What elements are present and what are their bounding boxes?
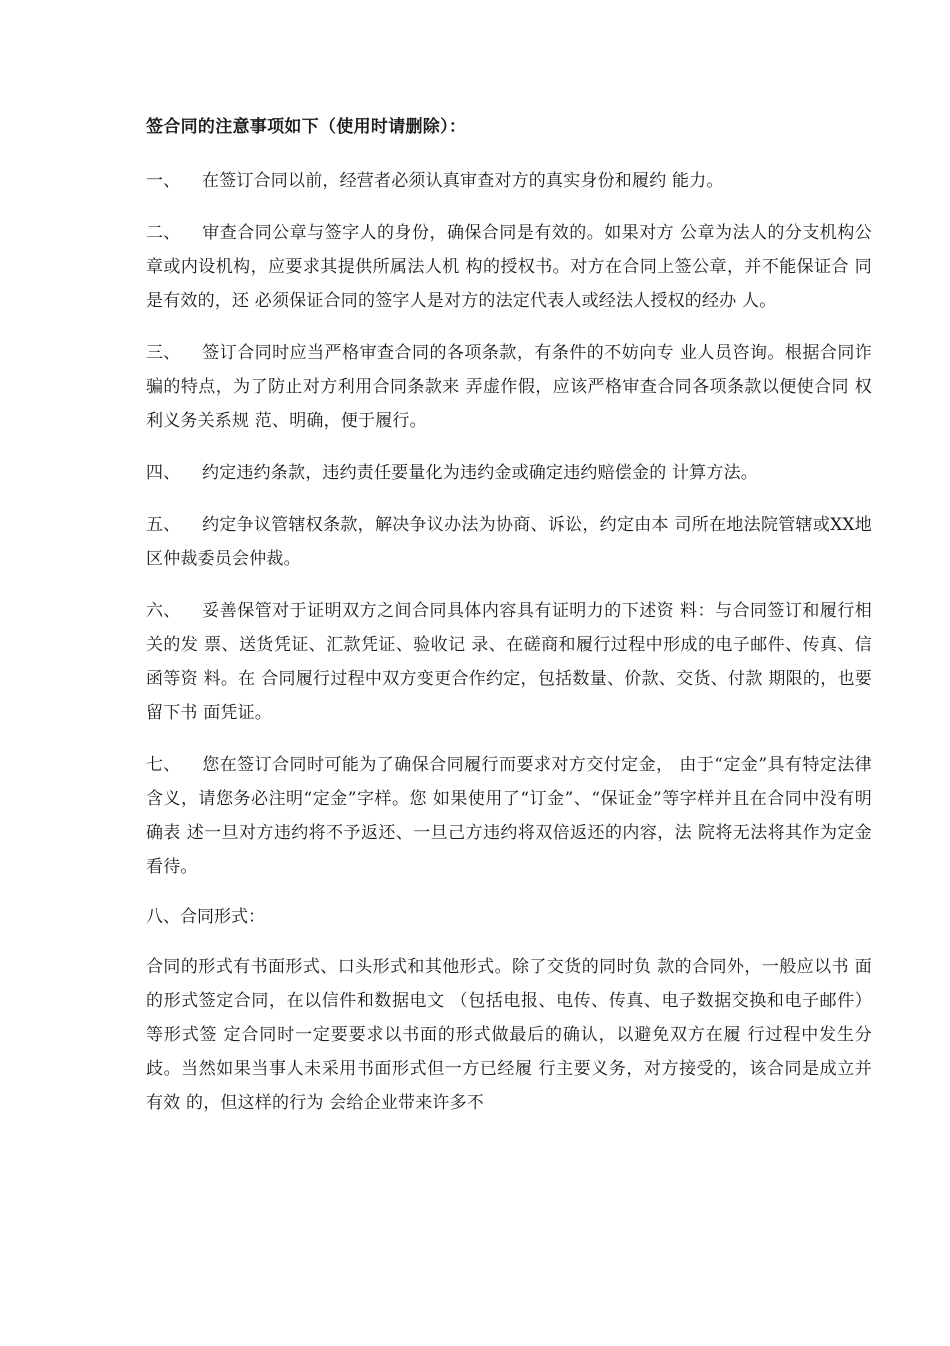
item-number: 七、: [146, 755, 181, 775]
item-7: [146, 748, 872, 884]
document-heading: 签合同的注意事项如下（使用时请删除）：: [146, 117, 467, 137]
item-4: [146, 456, 872, 490]
item-2: [146, 216, 872, 318]
item-text: 约定违约条款，违约责任要量化为违约金或确定违约赔偿金的 计算方法。: [202, 463, 759, 483]
item-number: 二、: [146, 223, 181, 243]
item-number: 四、: [146, 463, 181, 483]
document-page: [146, 112, 872, 1138]
item-1: [146, 164, 872, 198]
item-text: 在签订合同以前，经营者必须认真审查对方的真实身份和履约 能力。: [202, 171, 724, 191]
item-text: 签订合同时应当严格审查合同的各项条款，有条件的不妨向专 业人员咨询。根据合同诈 骗的特点，为了防止对方利用合同条款来 弄虚作假，应该严格审查合同各项条款以便使合同 权利义务关系规 范、明确，便于履行。: [146, 343, 872, 431]
item-number: 三、: [146, 343, 181, 363]
item-number: 六、: [146, 601, 181, 621]
item-text: 您在签订合同时可能为了确保合同履行而要求对方交付定金， 由于“定金”具有特定法律含义，请您务必注明“定金”字样。您 如果使用了“订金”、“保证金”等字样并且在合同中没有明 确表 述一旦对方违约将不予返还、一旦己方违约将双倍返还的内容，法 院将无法将其作为定金看待。: [146, 755, 872, 877]
item-number: 五、: [146, 515, 181, 535]
item-text: 妥善保管对于证明双方之间合同具体内容具有证明力的下述资 料：与合同签订和履行相关的发 票、送货凭证、汇款凭证、验收记 录、在磋商和履行过程中形成的电子邮件、传真、信函等资 料。在 合同履行过程中双方变更合作约定，包括数量、价款、交货、付款 期限的，也要留下书 面凭证。: [146, 601, 872, 723]
item-3: [146, 336, 872, 438]
section-8-title: 八、合同形式：: [146, 907, 265, 927]
item-number: 一、: [146, 171, 181, 191]
item-6: [146, 594, 872, 730]
item-text: 审查合同公章与签字人的身份，确保合同是有效的。如果对方 公章为法人的分支机构公 章或内设机构，应要求其提供所属法人机 构的授权书。对方在合同上签公章，并不能保证合 同是有效的，还 必须保证合同的签字人是对方的法定代表人或经法人授权的经办 人。: [146, 223, 872, 311]
item-text: 约定争议管辖权条款，解决争议办法为协商、诉讼，约定由本 司所在地法院管辖或XX地区仲裁委员会仲裁。: [146, 515, 872, 569]
item-5: [146, 508, 872, 576]
section-8-text: 合同的形式有书面形式、口头形式和其他形式。除了交货的同时负 款的合同外，一般应以书 面的形式签定合同，在以信件和数据电文 （包括电报、电传、传真、电子数据交换和电子邮件）等形式签 定合同时一定要要求以书面的形式做最后的确认，以避免双方在履 行过程中发生分歧。当然如果当事人未采用书面形式但一方已经履 行主要义务，对方接受的，该合同是成立并有效 的，但这样的行为 会给企业带来许多不: [146, 957, 872, 1113]
